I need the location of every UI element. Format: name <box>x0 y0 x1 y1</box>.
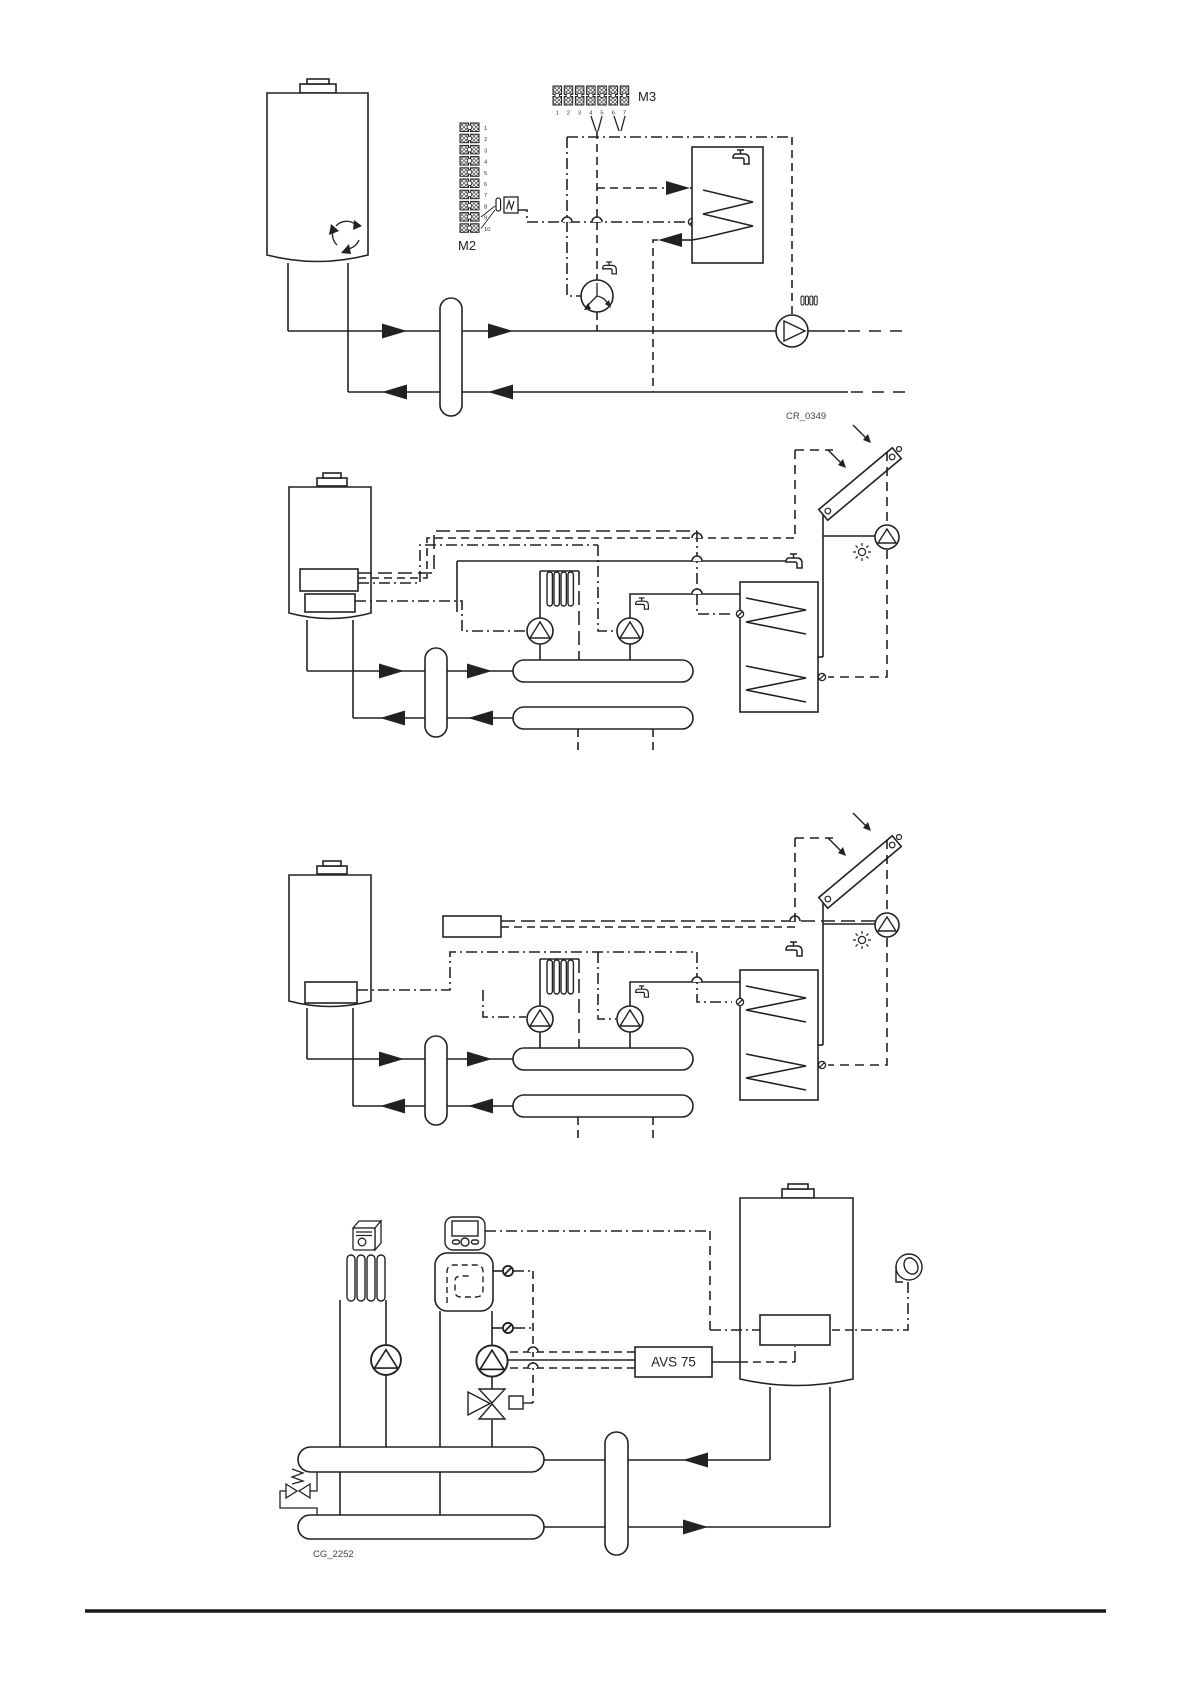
m2-terminal-number: 9 <box>484 215 488 222</box>
m3-terminal-number: 7 <box>622 110 627 117</box>
m2-terminal-number: 2 <box>484 137 488 144</box>
diagram-mixed-circuit-avs75 <box>280 1184 922 1560</box>
underfloor-heating <box>435 1253 493 1311</box>
low-loss-header <box>425 648 447 737</box>
heating-pump <box>527 1006 553 1032</box>
m3-terminal-number: 5 <box>600 110 604 117</box>
m3-terminal-number: 2 <box>566 110 571 117</box>
m3-label: M3 <box>638 89 657 104</box>
radiator-icon <box>801 296 817 305</box>
terminal-block-m2 <box>458 123 490 253</box>
m2-terminal-number: 5 <box>484 170 488 177</box>
dhw-pump <box>617 618 643 644</box>
wall-module <box>443 916 501 937</box>
m3-terminal-number: 4 <box>589 110 593 117</box>
boiler-module <box>305 594 355 612</box>
flow-sensor <box>503 1266 513 1276</box>
flow-manifold <box>513 660 693 682</box>
flow-manifold <box>513 1048 693 1070</box>
tank-sensor <box>818 1061 825 1068</box>
m2-terminal-number: 6 <box>484 182 488 188</box>
return-arrow <box>382 385 407 400</box>
valve-actuator <box>509 1396 523 1409</box>
flow-arrow <box>382 324 407 339</box>
return-manifold <box>298 1515 544 1539</box>
solar-collector <box>819 813 902 908</box>
diagram-code: CG_2252 <box>313 1549 354 1560</box>
boiler-module <box>300 569 358 591</box>
mixing-pump <box>476 1345 507 1376</box>
tap-icon <box>636 986 649 997</box>
boiler-module <box>305 982 357 1003</box>
dhw-pump <box>617 1006 643 1032</box>
boiler <box>267 79 368 262</box>
outdoor-sensor <box>896 1254 922 1282</box>
flow-manifold <box>298 1447 544 1472</box>
mixing-valve <box>468 1389 533 1419</box>
dhw-tank <box>692 147 763 263</box>
tap-icon <box>636 598 649 609</box>
m2-terminal-number: 1 <box>484 126 488 132</box>
return-arrow <box>488 385 513 400</box>
tap-icon <box>786 554 802 568</box>
boiler <box>289 861 371 1007</box>
diagram-code: CR_0349 <box>786 411 827 422</box>
m2-terminal-number: 3 <box>484 148 488 155</box>
tap-icon <box>786 942 802 956</box>
solar-collector <box>819 425 902 520</box>
m3-terminal-number: 1 <box>555 110 559 117</box>
m2-terminal-number: 4 <box>484 159 488 166</box>
radiator <box>347 1255 385 1301</box>
return-manifold <box>513 1095 693 1117</box>
m3-terminal-number: 3 <box>577 110 582 117</box>
flow-sensor <box>503 1323 513 1333</box>
diagram-boiler-dhw-wiring <box>267 79 905 422</box>
flow-arrow <box>488 324 513 339</box>
low-loss-header <box>425 1036 447 1125</box>
m2-terminal-number: 7 <box>484 193 488 200</box>
room-thermostat <box>353 1221 381 1250</box>
heating-pump <box>371 1345 401 1375</box>
diverter-valve <box>581 262 616 312</box>
diagram-solar-with-wall-module <box>289 813 902 1139</box>
tank-sensor <box>818 673 825 680</box>
tap-icon <box>603 262 617 274</box>
heating-coil-radiator <box>547 572 573 606</box>
low-loss-header <box>605 1432 628 1555</box>
m2-terminal-number: 8 <box>484 204 488 211</box>
boiler <box>289 473 371 619</box>
room-unit-controller <box>445 1217 485 1250</box>
m2-label: M2 <box>458 238 477 253</box>
boiler <box>740 1184 853 1386</box>
return-manifold <box>513 707 693 729</box>
sun-icon <box>853 543 871 561</box>
temperature-probe-icon <box>481 197 518 229</box>
heating-coil-radiator <box>547 960 573 994</box>
solar-tank <box>740 970 818 1100</box>
sun-icon <box>853 931 871 949</box>
tank-sensor <box>736 610 743 617</box>
heating-pump <box>527 618 553 644</box>
diagram-solar-twin-coil <box>289 425 902 751</box>
terminal-block-m3 <box>553 86 656 117</box>
m2-terminal-number: 10 <box>484 226 491 233</box>
m3-terminal-number: 6 <box>611 110 615 117</box>
solar-pump <box>875 525 899 549</box>
tank-sensor <box>736 998 743 1005</box>
low-loss-header <box>440 298 462 416</box>
heating-pump <box>776 315 808 347</box>
solar-tank <box>740 582 818 712</box>
avs75-label: AVS 75 <box>651 1354 696 1370</box>
solar-pump <box>875 913 899 937</box>
boiler-module <box>760 1315 830 1345</box>
bypass-valve <box>280 1469 317 1515</box>
